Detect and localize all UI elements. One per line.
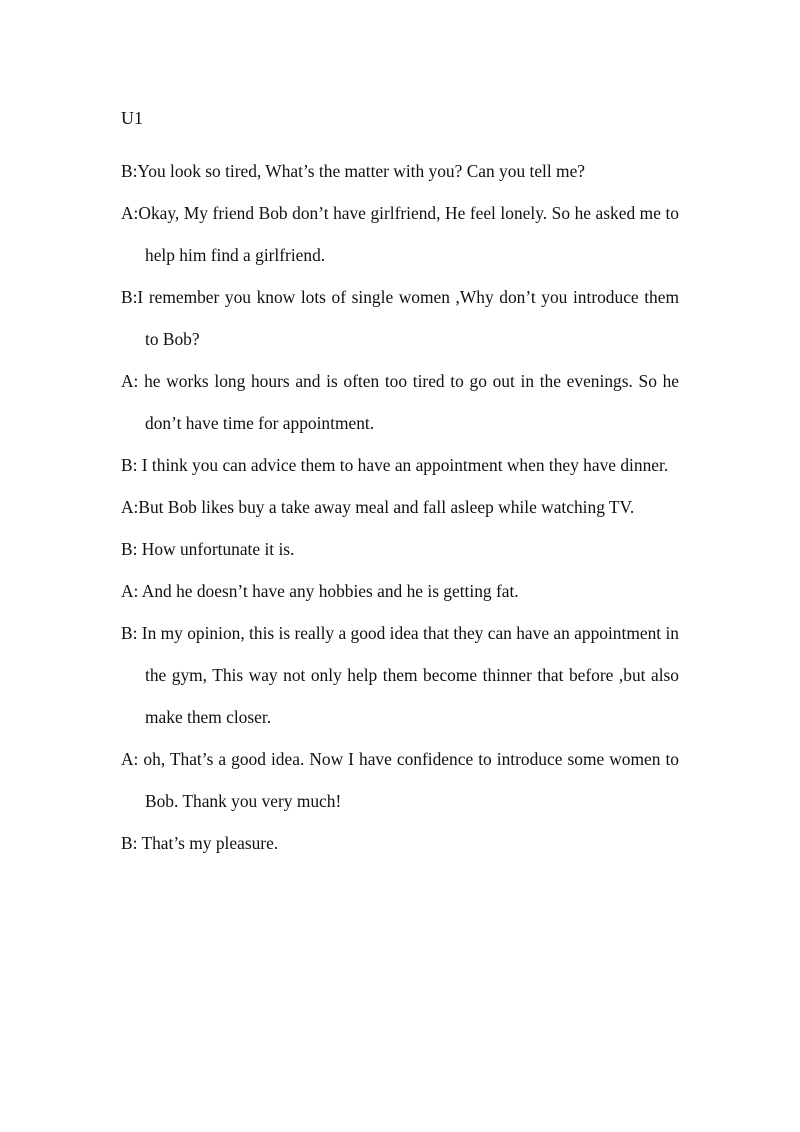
dialogue-line: A: he works long hours and is often too tired to go out in the evenings. So he don’t have time for appointment. xyxy=(121,371,679,433)
dialogue-line: B:I remember you know lots of single women ,Why don’t you introduce them to Bob? xyxy=(121,287,679,349)
dialogue-line: B:You look so tired, What’s the matter with you? Can you tell me? xyxy=(121,161,586,181)
dialogue-line: B: That’s my pleasure. xyxy=(121,833,279,853)
dialogue-line: A:But Bob likes buy a take away meal and fall asleep while watching TV. xyxy=(121,497,635,517)
dialogue-line: A: oh, That’s a good idea. Now I have confidence to introduce some women to Bob. Thank you very much! xyxy=(121,749,679,811)
dialogue-line: B: How unfortunate it is. xyxy=(121,539,295,559)
dialogue-body xyxy=(121,150,679,864)
dialogue-line: B: I think you can advice them to have an appointment when they have dinner. xyxy=(121,455,669,475)
document-heading: U1 xyxy=(121,108,143,128)
dialogue-line: A: And he doesn’t have any hobbies and he is getting fat. xyxy=(121,581,519,601)
dialogue-line: A:Okay, My friend Bob don’t have girlfriend, He feel lonely. So he asked me to help him find a girlfriend. xyxy=(121,203,679,265)
dialogue-line: B: In my opinion, this is really a good idea that they can have an appointment in the gym, This way not only help them become thinner that before ,but also make them closer. xyxy=(121,623,679,727)
